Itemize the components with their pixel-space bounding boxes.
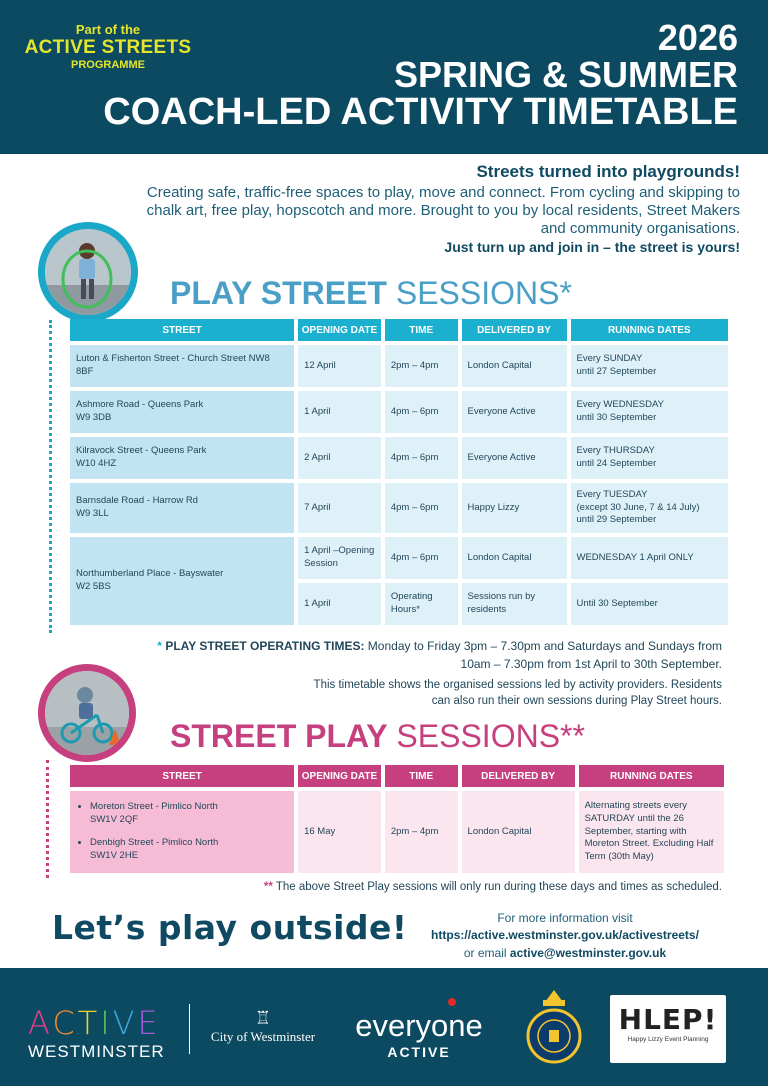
website-link[interactable]: https://active.westminster.gov.uk/activestreets/ [431,928,699,943]
footer-logos [0,968,768,1086]
email-link[interactable]: active@westminster.gov.uk [509,945,667,960]
cell-time: 4pm – 6pm [385,437,458,479]
note-asterisks: ** [263,881,273,893]
timetable-note: This timetable shows the organised sessions led by activity providers. Residents can also run their own sessions during Play Street hours. [313,679,722,708]
cell-running: Every TUESDAY (except 30 June, 7 & 14 July) until 29 September [571,483,729,533]
title-year: 2026 [657,17,738,58]
balance-bike-illustration [45,671,129,755]
col-street: STREET [70,319,294,341]
cell-running: Alternating streets every SATURDAY until the 26 September, starting with Moreton Street. Excluding Half Term (30th May) [579,791,724,873]
play-street-title-bold: PLAY STREET [170,275,387,311]
header-banner [0,0,768,154]
col-time: TIME [385,765,458,787]
cell-opening: 12 April [298,345,381,387]
col-opening-date: OPENING DATE [298,765,381,787]
westminster-wordmark: WESTMINSTER [28,1042,165,1061]
street-play-title-bold: STREET PLAY [170,718,388,754]
list-item: • Moreton Street - Pimlico North SW1V 2QF [90,801,288,827]
note-label: PLAY STREET OPERATING TIMES: [165,639,365,653]
child-hula-hoop-photo [38,222,138,322]
intro-tagline: Just turn up and join in – the street is yours! [444,239,740,255]
cell-opening: 1 April [298,583,381,625]
hula-hoop-illustration [45,229,131,315]
contact-info [400,910,730,962]
cell-time: 4pm – 6pm [385,537,458,579]
street-list [76,801,288,862]
table-row [70,437,728,479]
intro-headline: Streets turned into playgrounds! [476,162,740,181]
street-play-table [66,761,728,877]
info-line: For more information visit [497,911,633,925]
everyone-wordmark: everyone [355,1008,483,1043]
table-row [70,483,728,533]
intro-block [120,162,740,255]
programme-line1: Part of the [75,22,141,37]
cell-running: WEDNESDAY 1 April ONLY [571,537,729,579]
dotted-connector-blue [49,320,52,633]
cell-time: Operating Hours* [385,583,458,625]
cell-running: Until 30 September [571,583,729,625]
cell-delivered: London Capital [462,345,567,387]
cell-opening: 1 April [298,391,381,433]
table-row [70,537,728,579]
col-delivered-by: DELIVERED BY [462,765,575,787]
cell-running: Every THURSDAY until 24 September [571,437,729,479]
cell-delivered: Everyone Active [462,391,567,433]
title-line1: SPRING & SUMMER [393,53,738,95]
child-balance-bike-photo [38,664,136,762]
cell-time: 4pm – 6pm [385,391,458,433]
programme-line2: ACTIVE STREETS [24,37,192,58]
cell-delivered: London Capital [462,791,575,873]
col-opening-date: OPENING DATE [298,319,381,341]
portcullis-icon: ♖ [254,1008,272,1028]
play-street-title-normal: SESSIONS* [395,275,572,311]
cell-time: 4pm – 6pm [385,483,458,533]
col-delivered-by: DELIVERED BY [462,319,567,341]
red-dot-icon [448,998,456,1006]
everyone-active-wordmark: ACTIVE [387,1044,451,1060]
active-wordmark: ACTIVE [28,1004,161,1042]
hlep-wordmark: HLEP! [618,1003,718,1036]
cell-delivered: Sessions run by residents [462,583,567,625]
dotted-connector-pink [46,760,49,878]
cell-delivered: Everyone Active [462,437,567,479]
note-text: The above Street Play sessions will only run during these days and times as scheduled. [275,881,722,893]
list-item: • Denbigh Street - Pimlico North SW1V 2HE [90,837,288,863]
play-street-table [66,315,732,629]
table-header-row [70,319,728,341]
table-row [70,345,728,387]
slogan: Let’s play outside! [52,908,408,947]
col-street: STREET [70,765,294,787]
cell-opening: 7 April [298,483,381,533]
happy-lizzy-logo [610,995,726,1063]
cell-running: Every WEDNESDAY until 30 September [571,391,729,433]
note-text: Monday to Friday 3pm – 7.30pm and Saturdays and Sundays from 10am – 7.30pm from 1st April to 30th September. [367,639,722,671]
street-play-title [170,718,585,755]
note-asterisk: * [157,639,162,653]
hlep-subtitle: Happy Lizzy Event Planning [627,1036,709,1043]
cell-opening: 16 May [298,791,381,873]
cell-street: Northumberland Place - Bayswater W2 5BS [70,537,294,625]
everyone-active-logo [344,1008,494,1060]
table-row [70,391,728,433]
cell-street: Kilravock Street - Queens Park W10 4HZ [70,437,294,479]
active-westminster-logo [28,1004,168,1062]
cell-street: Barnsdale Road - Harrow Rd W9 3LL [70,483,294,533]
cell-opening: 1 April –Opening Session [298,537,381,579]
intro-body: Creating safe, traffic-free spaces to play, move and connect. From cycling and skipping to chalk art, free play, hopscotch and more. Brought to you by local residents, Street Makers and community organisations. [146,184,740,237]
cell-opening: 2 April [298,437,381,479]
cell-street: Luton & Fisherton Street - Church Street NW8 8BF [70,345,294,387]
table-header-row [70,765,724,787]
cell-time: 2pm – 4pm [385,791,458,873]
cell-streets [70,791,294,873]
london-capital-fc-logo [525,988,583,1066]
street-play-note [150,881,722,893]
title-line2: COACH-LED ACTIVITY TIMETABLE [103,91,738,134]
cell-time: 2pm – 4pm [385,345,458,387]
street-play-title-normal: SESSIONS** [396,718,585,754]
cell-street: Ashmore Road - Queens Park W9 3DB [70,391,294,433]
logo-divider [189,1004,190,1054]
col-running-dates: RUNNING DATES [571,319,729,341]
table-row [70,791,724,873]
cell-delivered: Happy Lizzy [462,483,567,533]
cell-delivered: London Capital [462,537,567,579]
email-prefix: or email [463,945,507,960]
city-of-westminster-logo [208,1008,318,1045]
play-street-operating-times-note [150,637,722,673]
page-title [103,17,738,134]
col-running-dates: RUNNING DATES [579,765,724,787]
play-street-title [170,275,572,312]
col-time: TIME [385,319,458,341]
city-of-westminster-label: City of Westminster [210,1029,316,1044]
programme-line3: PROGRAMME [71,59,145,71]
cell-running: Every SUNDAY until 27 September [571,345,729,387]
